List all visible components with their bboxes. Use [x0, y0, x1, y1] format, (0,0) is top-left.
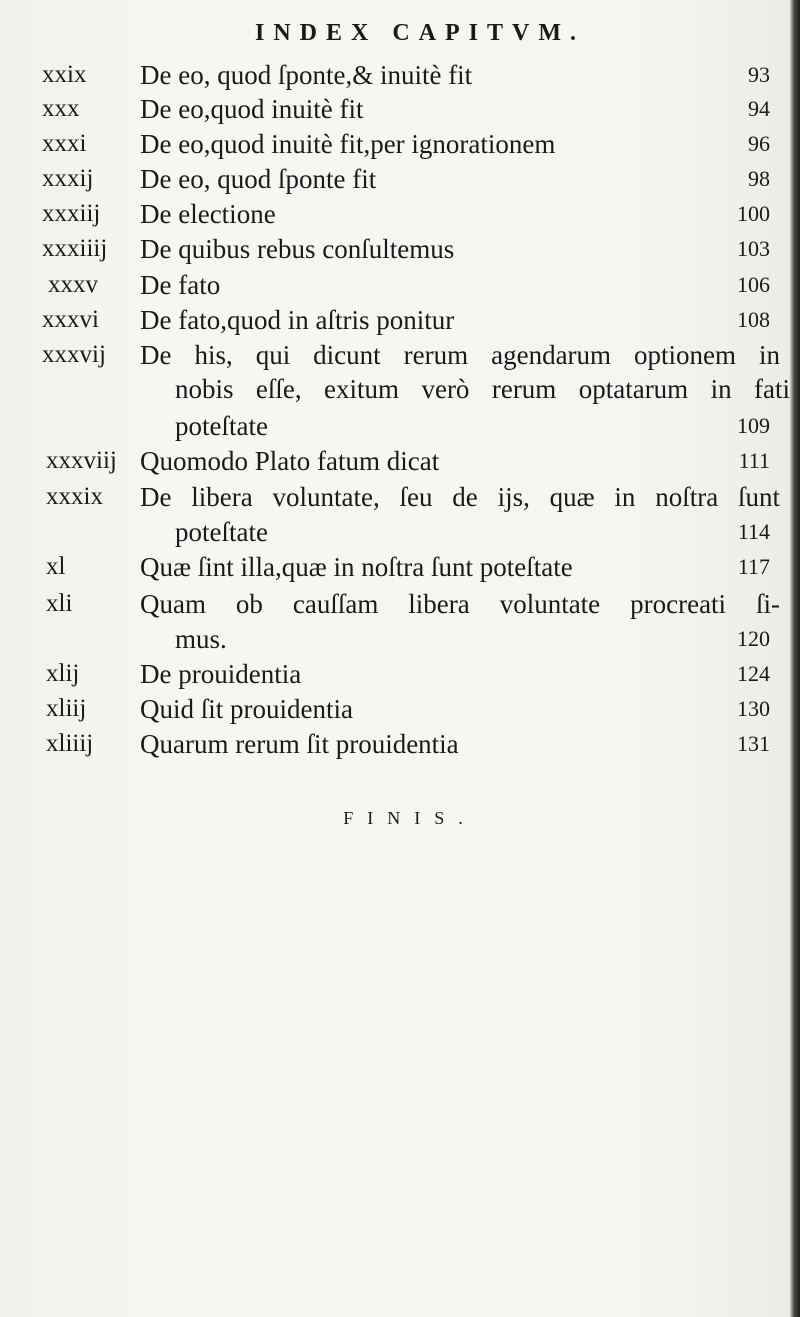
chapter-number: xli: [46, 590, 73, 617]
chapter-number: xxxv: [48, 271, 98, 298]
index-entry: [0, 127, 790, 161]
chapter-title: De electione: [140, 199, 276, 229]
index-entry: [0, 480, 790, 514]
index-entry: [0, 587, 790, 621]
index-entry: [0, 550, 790, 584]
chapter-number: xliij: [46, 695, 87, 722]
chapter-number: xxxi: [42, 130, 87, 157]
chapter-title: De his, qui dicunt rerum agendarum optionem in: [140, 340, 780, 370]
chapter-number: xl: [46, 553, 66, 580]
page-number: 111: [738, 448, 770, 473]
chapter-title: Quomodo Plato fatum dicat: [140, 446, 440, 476]
chapter-number: xxx: [42, 95, 80, 122]
index-entry: [0, 197, 790, 231]
chapter-title-line: nobis eſſe, exitum verò rerum optatarum in fati: [175, 374, 790, 404]
page-number: 130: [737, 696, 770, 721]
page-number: 108: [737, 307, 770, 332]
chapter-title: Quæ ſint illa,quæ in noſtra ſunt poteſtate: [140, 552, 573, 582]
page-number: 106: [737, 272, 770, 297]
index-entry: [0, 338, 790, 372]
index-entry: [0, 92, 790, 126]
chapter-title: Quarum rerum ſit prouidentia: [140, 729, 459, 759]
chapter-title: De quibus rebus conſultemus: [140, 234, 455, 264]
index-entry: [0, 303, 790, 337]
page-number: 124: [737, 661, 770, 686]
page-number: 131: [737, 731, 770, 756]
chapter-title-line: poteſtate: [175, 517, 268, 547]
page-number: 96: [748, 131, 770, 156]
page-number: 117: [737, 554, 770, 579]
index-entry: [0, 444, 790, 478]
chapter-title: De eo, quod ſponte fit: [140, 164, 377, 194]
index-header: INDEX CAPITVM.: [255, 20, 585, 46]
index-entry: [0, 727, 790, 761]
chapter-title-line: poteſtate: [175, 411, 268, 441]
chapter-title: De eo,quod inuitè fit: [140, 94, 364, 124]
index-entry-continuation: [0, 515, 790, 549]
index-entry: [0, 162, 790, 196]
index-entry: [0, 232, 790, 266]
page-number: 94: [748, 96, 770, 121]
page-number: 100: [737, 201, 770, 226]
chapter-number: xlij: [46, 660, 80, 687]
chapter-title-line: mus.: [175, 624, 227, 654]
page-number: 93: [748, 62, 770, 87]
page-number: 103: [737, 236, 770, 261]
index-entry-continuation: [0, 409, 790, 443]
chapter-number: xxxix: [46, 483, 103, 510]
chapter-number: xxxiij: [42, 200, 101, 227]
chapter-title: De fato: [140, 270, 221, 300]
index-entry: [0, 58, 790, 92]
chapter-number: xxxviij: [46, 447, 117, 474]
index-entry: [0, 268, 790, 302]
chapter-number: xxxvi: [42, 306, 99, 333]
chapter-number: xxxij: [42, 165, 94, 192]
chapter-title: De eo, quod ſponte,& inuitè fit: [140, 60, 473, 90]
page-number: 120: [737, 626, 770, 651]
index-entry: [0, 692, 790, 726]
chapter-number: xliiij: [46, 730, 94, 757]
page-number: 114: [737, 519, 770, 544]
page-number: 109: [737, 413, 770, 438]
chapter-number: xxxvij: [42, 341, 106, 368]
chapter-number: xxxiiij: [42, 235, 108, 262]
finis-mark: FINIS.: [343, 808, 477, 828]
chapter-title: Quid ſit prouidentia: [140, 694, 353, 724]
index-entry: [0, 657, 790, 691]
chapter-title: De prouidentia: [140, 659, 302, 689]
page-number: 98: [748, 166, 770, 191]
chapter-title: De fato,quod in aſtris ponitur: [140, 305, 455, 335]
index-entry-continuation: [0, 622, 790, 656]
chapter-title: De libera voluntate, ſeu de ijs, quæ in noſtra ſunt: [140, 482, 780, 512]
page-edge-shadow: [790, 0, 800, 1317]
chapter-number: xxix: [42, 61, 87, 88]
chapter-title: Quam ob cauſſam libera voluntate procreati ſi-: [140, 589, 780, 619]
chapter-title: De eo,quod inuitè fit,per ignorationem: [140, 129, 556, 159]
index-entry-continuation: [0, 372, 790, 406]
